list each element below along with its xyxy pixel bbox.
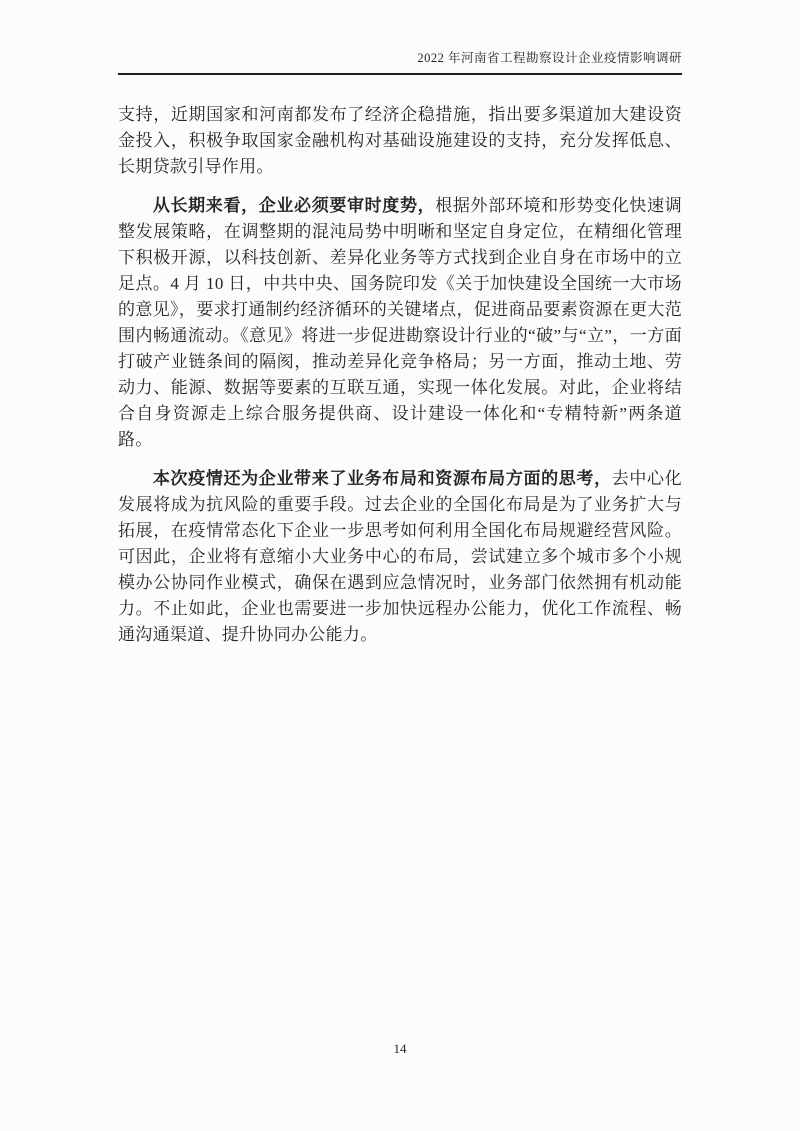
running-header-title: 2022 年河南省工程勘察设计企业疫情影响调研 (118, 0, 682, 75)
paragraph-text: 支持，近期国家和河南都发布了经济企稳措施，指出要多渠道加大建设资金投入，积极争取国家金融机构对基础设施建设的支持，充分发挥低息、长期贷款引导作用。 (118, 105, 682, 176)
paragraph-text: 去中心化发展将成为抗风险的重要手段。过去企业的全国化布局是为了业务扩大与拓展，在疫情常态化下企业一步思考如何利用全国化布局规避经营风险。可因此，企业将有意缩小大业务中心的布局，尝试建立多个城市多个小规模办公协同作业模式，确保在遇到应急情况时，业务部门依然拥有机动能力。不止如此，企业也需要进一步加快远程办公能力，优化工作流程、畅通沟通渠道、提升协同办公能力。 (118, 469, 682, 644)
paragraph (118, 193, 682, 453)
page-number: 14 (393, 1041, 407, 1056)
paragraph (118, 102, 682, 180)
paragraph-lead-bold: 从长期来看，企业必须要审时度势， (152, 196, 436, 215)
paragraph (118, 466, 682, 648)
document-body (118, 102, 682, 648)
paragraph-text: 根据外部环境和形势变化快速调整发展策略，在调整期的混沌局势中明晰和坚定自身定位，在精细化管理下积极开源，以科技创新、差异化业务等方式找到企业自身在市场中的立足点。4 月 10 日，中共中央、国务院印发《关于加快建设全国统一大市场的意见》，要求打通制约经济循环的关键堵点，促进商品要素资源在更大范围内畅通流动。《意见》将进一步促进勘察设计行业的“破”与“立”，一方面打破产业链条间的隔阂，推动差异化竞争格局；另一方面，推动土地、劳动力、能源、数据等要素的互联互通，实现一体化发展。对此，企业将结合自身资源走上综合服务提供商、设计建设一体化和“专精特新”两条道路。 (118, 196, 682, 449)
paragraph-lead-bold: 本次疫情还为企业带来了业务布局和资源布局方面的思考， (152, 469, 612, 488)
